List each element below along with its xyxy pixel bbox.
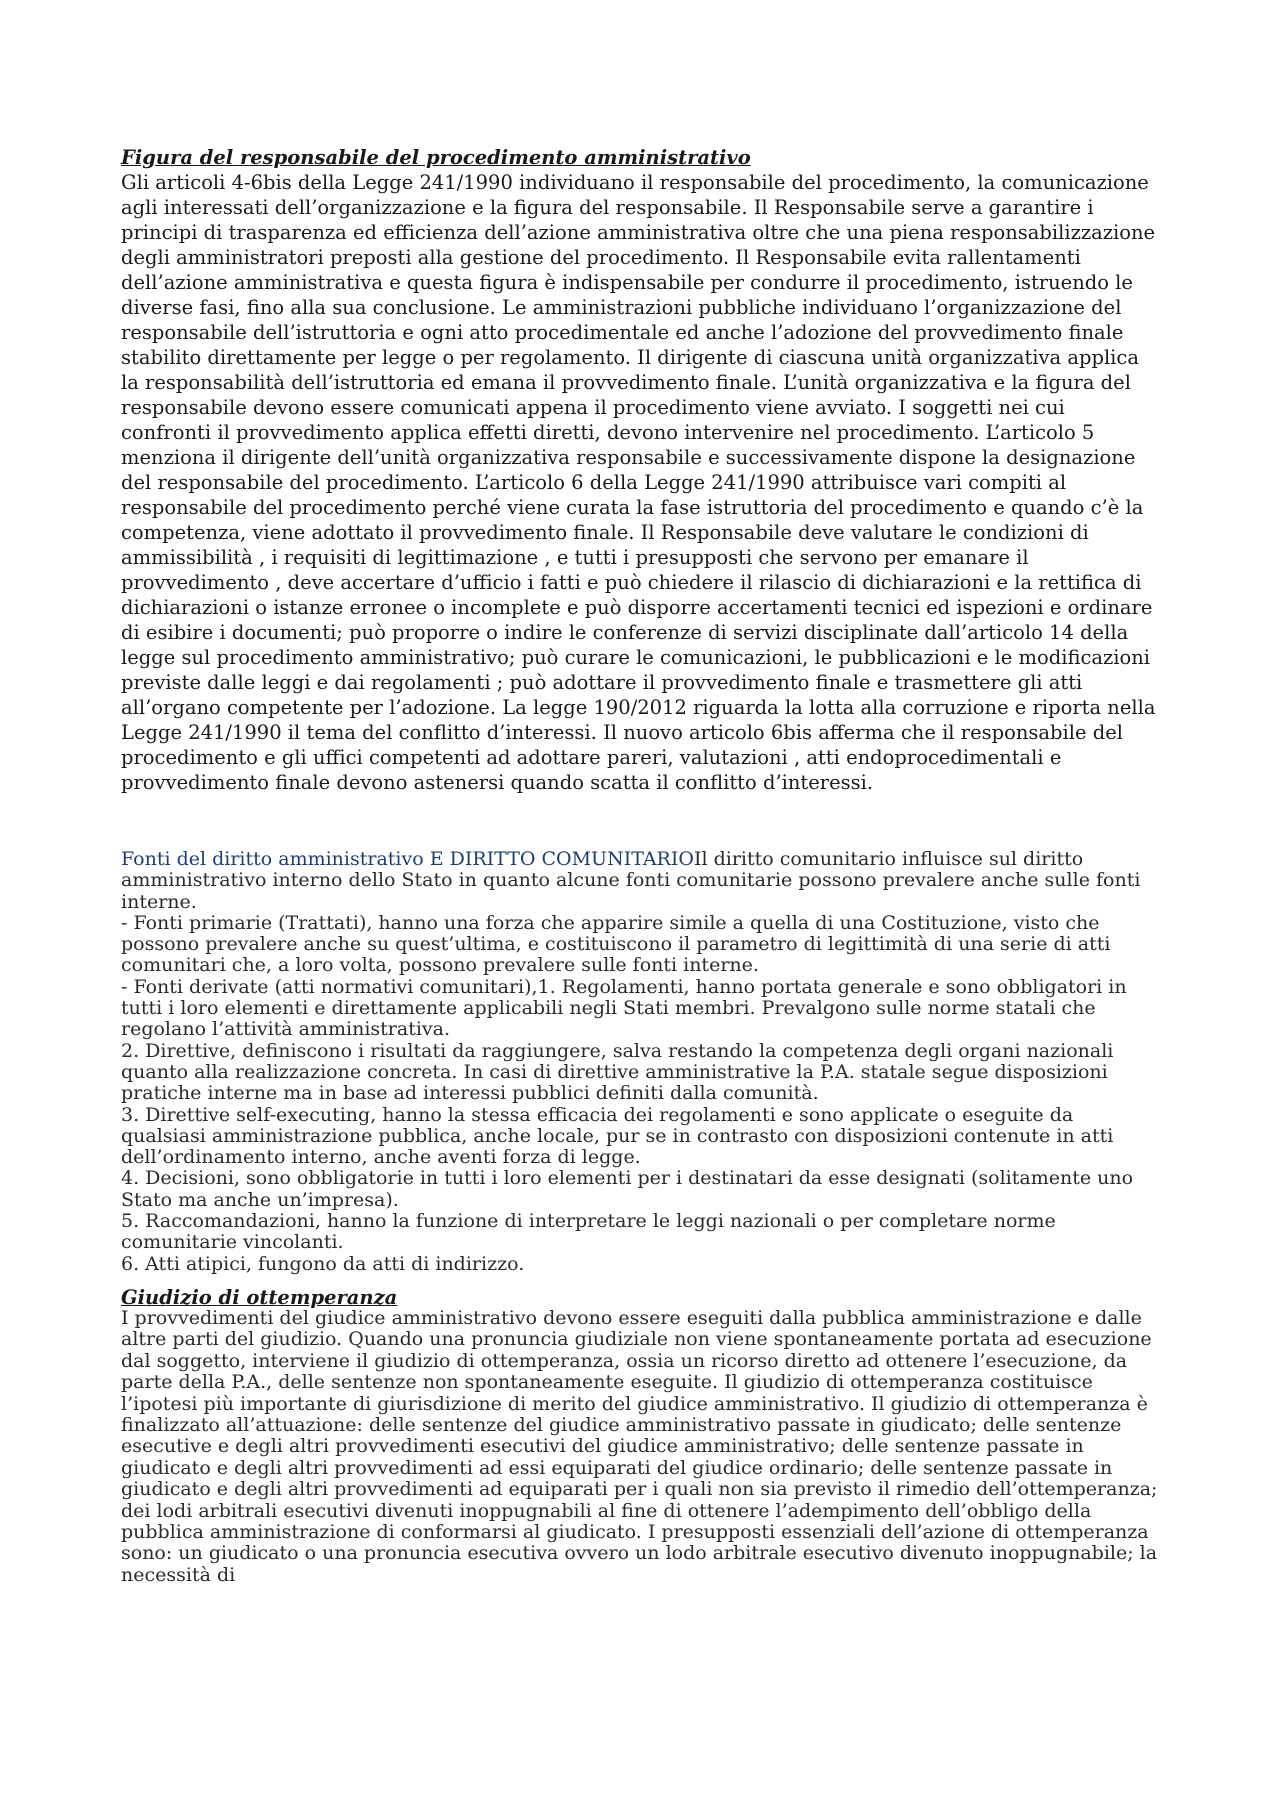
section-body-responsabile: Gli articoli 4-6bis della Legge 241/1990 individuano il responsabile del procedimento, la comunicazione agli interessati dell’organizzazione e la figura del responsabile. Il Responsabile serve a garantire i principi di trasparenza ed efficienza dell’azione amministrativa oltre che una piena responsabilizzazione degli amministratori preposti alla gestione del procedimento. Il Responsabile evita rallentamenti dell’azione amministrativa e questa figura è indispensabile per condurre il procedimento, istruendo le diverse fasi, fino alla sua conclusione. Le amministrazioni pubbliche individuano l’organizzazione del responsabile dell’istruttoria e ogni atto procedimentale ed anche l’adozione del provvedimento finale stabilito direttamente per legge o per regolamento. Il dirigente di ciascuna unità organizzativa applica la responsabilità dell’istruttoria ed emana il provvedimento finale. L’unità organizzativa e la figura del responsabile devono essere comunicati appena il procedimento viene avviato. I soggetti nei cui confronti il provvedimento applica effetti diretti, devono intervenire nel procedimento. L’articolo 5 menziona il dirigente dell’unità organizzativa responsabile e successivamente dispone la designazione del responsabile del procedimento. L’articolo 6 della Legge 241/1990 attribuisce vari compiti al responsabile del procedimento perché viene curata la fase istruttoria del procedimento e quando c’è la competenza, viene adottato il provvedimento finale. Il Responsabile deve valutare le condizioni di ammissibilità , i requisiti di legittimazione , e tutti i presupposti che servono per emanare il provvedimento , deve accertare d’ufficio i fatti e può chiedere il rilascio di dichiarazioni e la rettifica di dichiarazioni o istanze erronee o incomplete e può disporre accertamenti tecnici ed ispezioni e ordinare di esibire i documenti; può proporre o indire le conferenze di servizi disciplinate dall’articolo 14 della legge sul procedimento amministrativo; può curare le comunicazioni, le pubblicazioni e le modificazioni previste dalle leggi e dai regolamenti ; può adottare il provvedimento finale e trasmettere gli atti all’organo competente per l’adozione. La legge 190/2012 riguarda la lotta alla corruzione e riporta nella Legge 241/1990 il tema del conflitto d’interessi. Il nuovo articolo 6bis afferma che il responsabile del procedimento e gli uffici competenti ad adottare pareri, valutazioni , atti endoprocedimentali e provvedimento finale devono astenersi quando scatta il conflitto d’interessi.	[121, 171, 1156, 794]
document-page	[121, 145, 1161, 1586]
section-body-ottemperanza: I provvedimenti del giudice amministrativo devono essere eseguiti dalla pubblica amministrazione e dalle altre parti del giudizio. Quando una pronuncia giudiziale non viene spontaneamente portata ad esecuzione dal soggetto, interviene il giudizio di ottemperanza, ossia un ricorso diretto ad ottenere l’esecuzione, da parte della P.A., delle sentenze non spontaneamente eseguite. Il giudizio di ottemperanza costituisce l’ipotesi più importante di giurisdizione di merito del giudice amministrativo. Il giudizio di ottemperanza è finalizzato all’attuazione: delle sentenze del giudice amministrativo passate in giudicato; delle sentenze esecutive e degli altri provvedimenti esecutivi del giudice amministrativo; delle sentenze passate in giudicato e degli altri provvedimenti ad essi equiparati del giudice ordinario; delle sentenze passate in giudicato e degli altri provvedimenti ad equiparati per i quali non sia previsto il rimedio dell’ottemperanza; dei lodi arbitrali esecutivi divenuti inoppugnabili al fine di ottenere l’adempimento dell’obbligo della pubblica amministrazione di conformarsi al giudicato. I presupposti essenziali dell’azione di ottemperanza sono: un giudicato o una pronuncia esecutiva ovvero un lodo arbitrale esecutivo divenuto inoppugnabile; la necessità di	[121, 1306, 1158, 1586]
fonti-intro-text: Il diritto comunitario influisce sul diritto amministrativo interno dello Stato in quanto alcune fonti comunitarie possono prevalere anche sulle fonti interne.	[121, 848, 1141, 913]
fonti-item: - Fonti derivate (atti normativi comunitari),1. Regolamenti, hanno portata generale e sono obbligatori in tutti i loro elementi e direttamente applicabili negli Stati membri. Prevalgono sulle norme statali che regolano l’attività amministrativa.	[121, 975, 1127, 1041]
fonti-item: 3. Direttive self-executing, hanno la stessa efficacia dei regolamenti e sono applicate o eseguite da qualsiasi amministrazione pubblica, anche locale, pur se in contrasto con disposizioni contenute in atti dell’ordinamento interno, anche aventi forza di legge.	[121, 1103, 1114, 1169]
fonti-item: 5. Raccomandazioni, hanno la funzione di interpretare le leggi nazionali o per completare norme comunitarie vincolanti.	[121, 1210, 1056, 1254]
fonti-item: 2. Direttive, definiscono i risultati da raggiungere, salva restando la competenza degli organi nazionali quanto alla realizzazione concreta. In casi di direttive amministrative la P.A. statale segue disposizioni pratiche interne ma in base ad interessi pubblici definiti dalla comunità.	[121, 1039, 1114, 1105]
section-heading-fonti: Fonti del diritto amministrativo E DIRITTO COMUNITARIO	[121, 848, 694, 870]
fonti-item: 4. Decisioni, sono obbligatorie in tutti i loro elementi per i destinatari da esse designati (solitamente uno Stato ma anche un’impresa).	[121, 1167, 1134, 1211]
fonti-item: - Fonti primarie (Trattati), hanno una forza che apparire simile a quella di una Costituzione, visto che possono prevalere anche su quest’ultima, e costituiscono il parametro di legittimità di una serie di atti comunitari che, a loro volta, possono prevalere sulle fonti interne.	[121, 911, 1111, 977]
section-title-ottemperanza: Giudizio di ottemperanza	[121, 1285, 398, 1309]
section-title-responsabile: Figura del responsabile del procedimento amministrativo	[121, 146, 751, 169]
fonti-item: 6. Atti atipici, fungono da atti di indirizzo.	[121, 1252, 525, 1275]
fonti-intro-paragraph	[121, 849, 1161, 913]
section-fonti	[121, 849, 1161, 1275]
